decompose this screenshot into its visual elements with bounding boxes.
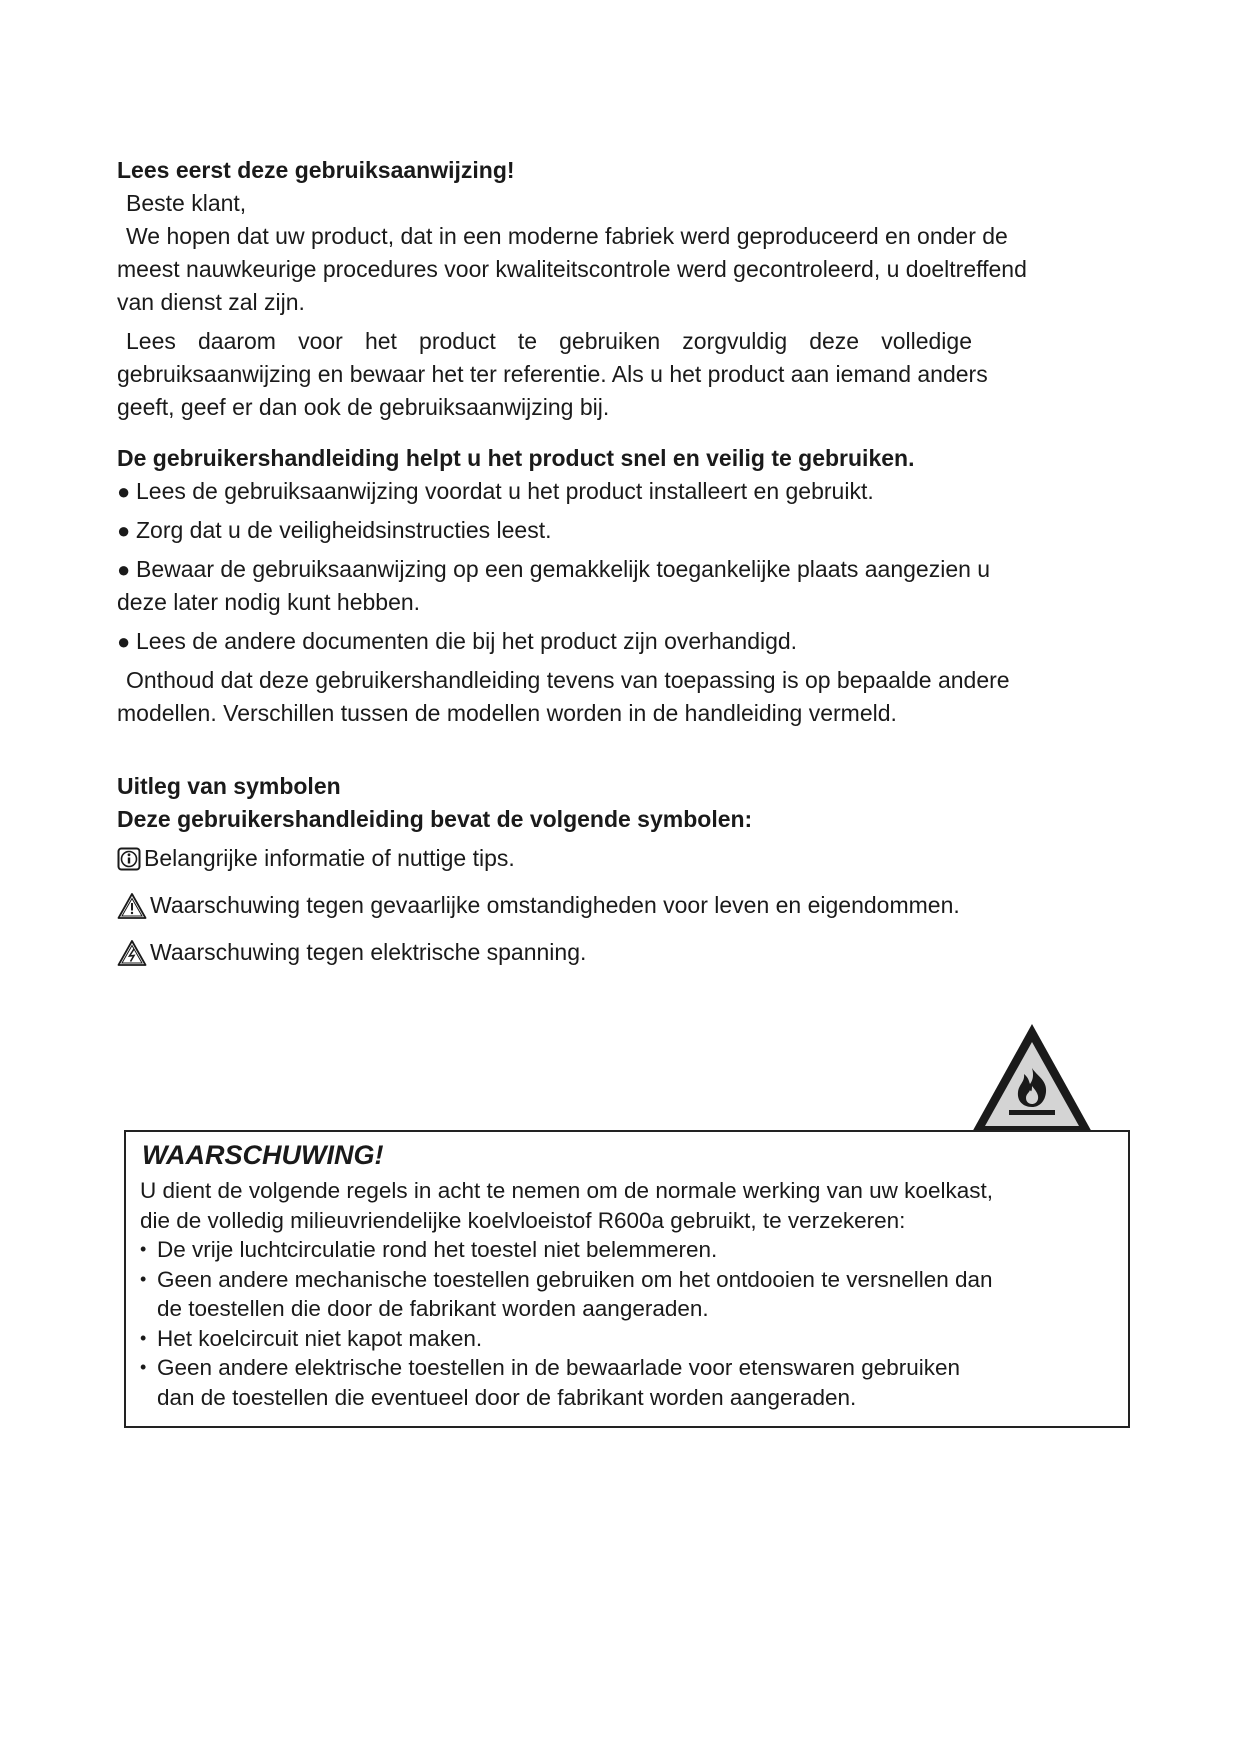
bullet-icon: • <box>140 1239 147 1259</box>
symbol-row <box>117 936 1137 969</box>
intro-paragraph-line: We hopen dat uw product, dat in een moderne fabriek werd geproduceerd en onder de <box>126 223 1008 249</box>
electric-warning-icon <box>117 939 147 967</box>
warning-list-item: • De vrije luchtcirculatie rond het toestel niet belemmeren. <box>140 1235 1112 1265</box>
list-item-continuation: deze later nodig kunt hebben. <box>117 589 421 615</box>
models-note-line: Onthoud dat deze gebruikershandleiding tevens van toepassing is op bepaalde andere <box>126 667 1010 693</box>
symbol-description: Waarschuwing tegen elektrische spanning. <box>150 939 587 965</box>
info-icon <box>117 847 141 871</box>
intro-paragraph-line: van dienst zal zijn. <box>117 289 305 315</box>
intro-section <box>117 154 1137 969</box>
list-item: ● Bewaar de gebruiksaanwijzing op een gemakkelijk toegankelijke plaats aangezien u <box>117 553 1137 586</box>
bullet-icon: • <box>140 1327 147 1348</box>
manual-heading: De gebruikershandleiding helpt u het product snel en veilig te gebruiken. <box>117 445 915 471</box>
bullet-icon: ● <box>117 629 131 654</box>
intro-paragraph-line: gebruiksaanwijzing en bewaar het ter referentie. Als u het product aan iemand anders <box>117 361 988 387</box>
symbol-row <box>117 842 1137 875</box>
symbol-description: Belangrijke informatie of nuttige tips. <box>144 845 515 871</box>
intro-paragraph-line: meest nauwkeurige procedures voor kwaliteitscontrole werd gecontroleerd, u doeltreffend <box>117 256 1027 282</box>
flammable-warning-icon <box>967 1020 1097 1138</box>
warning-box <box>124 1130 1130 1428</box>
intro-paragraph-line: geeft, geef er dan ook de gebruiksaanwijzing bij. <box>117 394 610 420</box>
warning-intro-line: die de volledig milieuvriendelijke koelvloeistof R600a gebruikt, te verzekeren: <box>140 1207 906 1233</box>
symbols-heading: Uitleg van symbolen <box>117 773 341 799</box>
intro-heading: Lees eerst deze gebruiksaanwijzing! <box>117 157 515 183</box>
symbol-row <box>117 889 1137 922</box>
list-item: ● Lees de andere documenten die bij het product zijn overhandigd. <box>117 625 1137 658</box>
warning-triangle-icon <box>117 892 147 920</box>
bullet-icon: ● <box>117 557 131 582</box>
warning-list-item: • Geen andere elektrische toestellen in de bewaarlade voor etenswaren gebruiken dan de toestellen die eventueel door de fabrikant worden aangeraden. <box>140 1353 1112 1412</box>
bullet-icon: • <box>140 1268 147 1289</box>
warning-title: WAARSCHUWING! <box>142 1140 384 1170</box>
list-item: ● Lees de gebruiksaanwijzing voordat u het product installeert en gebruikt. <box>117 475 1137 508</box>
bullet-icon: ● <box>117 518 131 543</box>
intro-paragraph-line: Lees daarom voor het product te gebruiken zorgvuldig deze volledige <box>126 328 972 354</box>
warning-list-item: • Geen andere mechanische toestellen gebruiken om het ontdooien te versnellen dan de toestellen die door de fabrikant worden aangeraden. <box>140 1265 1112 1324</box>
symbol-description: Waarschuwing tegen gevaarlijke omstandigheden voor leven en eigendommen. <box>150 892 960 918</box>
warning-intro-line: U dient de volgende regels in acht te nemen om de normale werking van uw koelkast, <box>140 1178 993 1203</box>
bullet-icon: • <box>140 1357 147 1377</box>
symbols-subheading: Deze gebruikershandleiding bevat de volgende symbolen: <box>117 806 753 832</box>
warning-list-item: • Het koelcircuit niet kapot maken. <box>140 1324 1112 1354</box>
bullet-icon: ● <box>117 479 131 504</box>
greeting: Beste klant, <box>126 190 247 216</box>
list-item: ● Zorg dat u de veiligheidsinstructies leest. <box>117 514 1137 547</box>
models-note-line: modellen. Verschillen tussen de modellen worden in de handleiding vermeld. <box>117 700 897 726</box>
